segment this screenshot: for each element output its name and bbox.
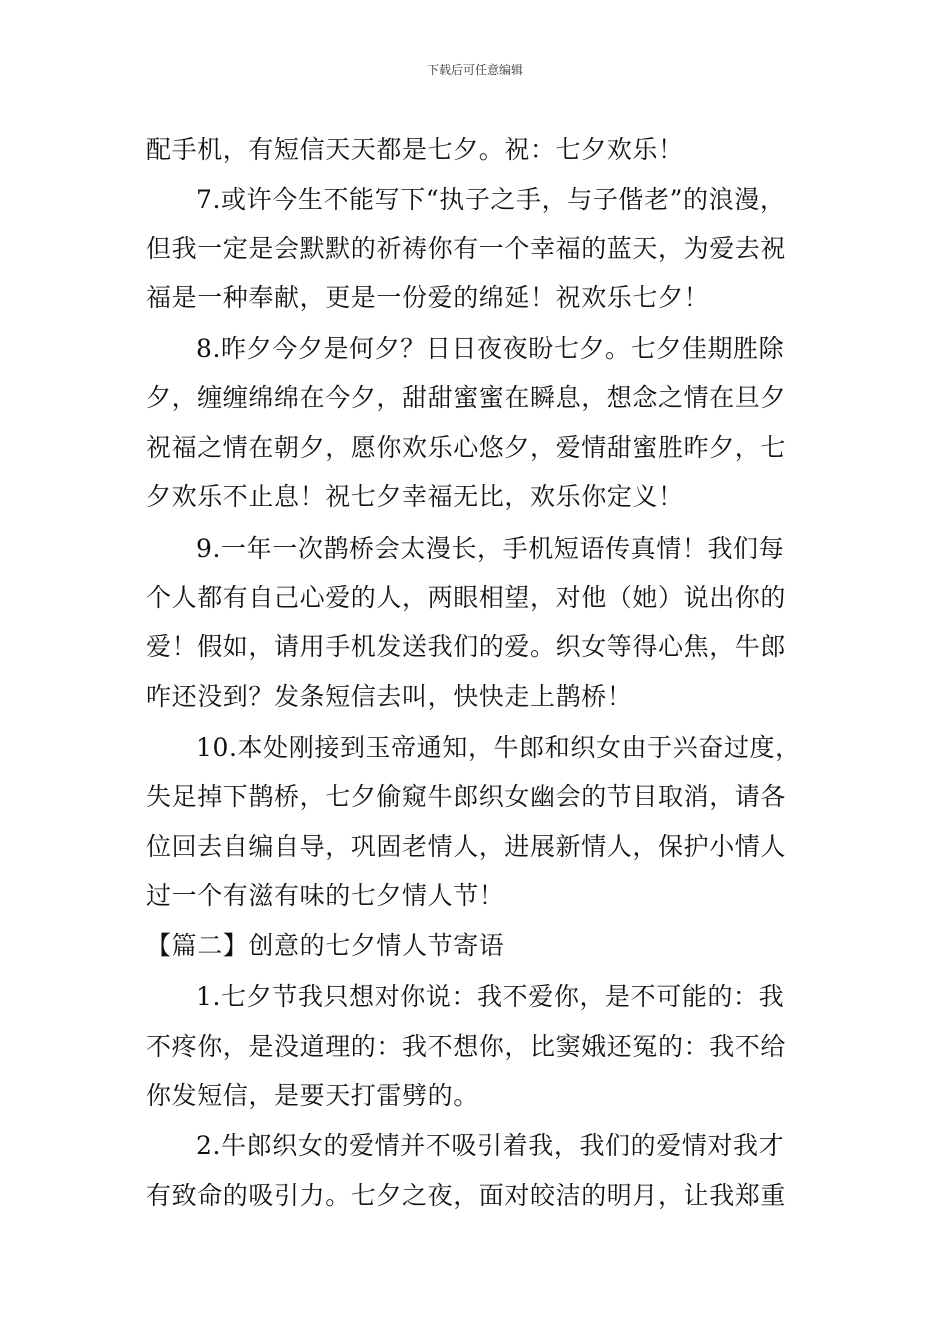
text-line: 10.本处刚接到玉帝通知，牛郎和织女由于兴奋过度，: [196, 733, 801, 762]
text-line: 配手机，有短信天天都是七夕。祝：七夕欢乐！: [146, 135, 684, 164]
text-line: 爱！假如，请用手机发送我们的爱。织女等得心焦，牛郎: [146, 632, 787, 661]
text-line: 但我一定是会默默的祈祷你有一个幸福的蓝天，为爱去祝: [146, 234, 787, 263]
text-line: 2.牛郎织女的爱情并不吸引着我，我们的爱情对我才: [196, 1131, 785, 1160]
text-line: 夕欢乐不止息！祝七夕幸福无比，欢乐你定义！: [146, 482, 684, 511]
text-line: 咋还没到？发条短信去叫，快快走上鹊桥！: [146, 682, 633, 711]
text-line: 不疼你，是没道理的：我不想你，比窦娥还冤的：我不给: [146, 1032, 787, 1061]
text-line: 过一个有滋有味的七夕情人节！: [146, 881, 505, 910]
text-line: 失足掉下鹊桥，七夕偷窥牛郎织女幽会的节目取消，请各: [146, 782, 787, 811]
text-line: 你发短信，是要天打雷劈的。: [146, 1081, 479, 1110]
section-heading: 【篇二】创意的七夕情人节寄语: [146, 931, 505, 960]
text-line: 夕，缠缠绵绵在今夕，甜甜蜜蜜在瞬息，想念之情在旦夕: [146, 383, 787, 412]
text-line: 7.或许今生不能写下“执子之手，与子偕老”的浪漫，: [196, 185, 786, 214]
text-line: 有致命的吸引力。七夕之夜，面对皎洁的明月，让我郑重: [146, 1181, 787, 1210]
page-header: 下载后可任意编辑: [426, 63, 523, 77]
text-line: 个人都有自己心爱的人，两眼相望，对他（她）说出你的: [146, 583, 787, 612]
text-line: 位回去自编自导，巩固老情人，进展新情人，保护小情人: [146, 832, 787, 861]
text-line: 福是一种奉献，更是一份爱的绵延！祝欢乐七夕！: [146, 283, 710, 312]
text-line: 祝福之情在朝夕，愿你欢乐心悠夕，爱情甜蜜胜昨夕，七: [146, 433, 787, 462]
text-line: 8.昨夕今夕是何夕？日日夜夜盼七夕。七夕佳期胜除: [196, 334, 785, 363]
text-line: 1.七夕节我只想对你说：我不爱你，是不可能的：我: [196, 982, 785, 1011]
text-line: 9.一年一次鹊桥会太漫长，手机短语传真情！我们每: [196, 534, 785, 563]
